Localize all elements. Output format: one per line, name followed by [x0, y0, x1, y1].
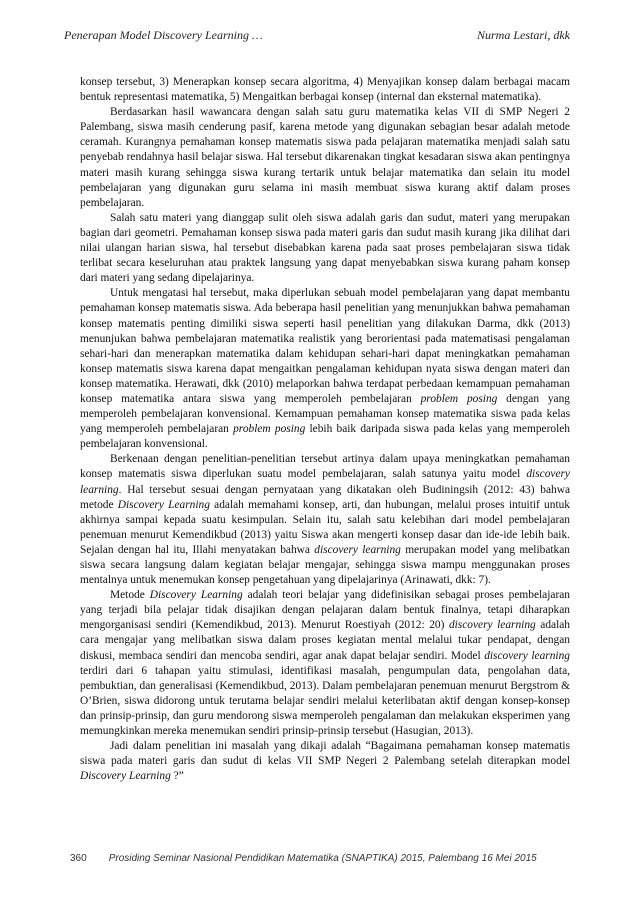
running-header [64, 28, 570, 43]
paragraph [80, 286, 570, 452]
text-run: . Hal tersebut sesuai dengan pernyataan yang dikatakan oleh Budiningsih (2012: 43) bahwa metode [80, 483, 570, 511]
text-run: Untuk mengatasi hal tersebut, maka diperlukan sebuah model pembelajaran yang dapat membantu pemahaman konsep matematis siswa. Ada beberapa hasil penelitian yang menunjukkan bahwa pemahaman konsep matematis penting dimiliki siswa seperti hasil penelitian yang dilakukan Darma, dkk (2013) menunjukan bahwa pembelajaran matematika realistik yang berorientasi pada matematisasi pengalaman sehari-hari dan menerapkan matematika dalam kehidupan sehari-hari dapat meningkatkan pemahaman konsep matematis siswa karena dapat mengaitkan pengalaman kehidupan nyata siswa dengan materi dan konsep matematika. Herawati, dkk (2010) melaporkan bahwa terdapat perbedaan kemampuan pemahaman konsep matematika antara siswa yang memperoleh pembelajaran [80, 287, 570, 405]
paragraph [80, 452, 570, 588]
text-run: terdiri dari 6 tahapan yaitu stimulasi, identifikasi masalah, pengumpulan data, pengolahan data, pembuktian, dan generalisasi (Kemendikbud, 2013). Dalam pembelajaran penemuan menurut Bergstrom & O’Brien, siswa didorong untuk terutama belajar sendiri melalui keterlibatan aktif dengan konsep-konsep dan prinsip-prinsip, dan guru mendorong siswa memperoleh pengalaman dan melakukan eksperimen yang memungkinkan mereka menemukan sendiri prinsip-prinsip tersebut (Hasugian, 2013). [80, 664, 570, 738]
header-authors: Nurma Lestari, dkk [477, 28, 570, 42]
italic-term: discovery learning [448, 619, 536, 632]
text-run: Berdasarkan hasil wawancara dengan salah satu guru matematika kelas VII di SMP Negeri 2 Palembang, siswa masih cenderung pasif, karena metode yang digunakan sebagian besar adalah metode ceramah. Kurangnya pemahaman konsep matematis siswa pada pelajaran matematika menjadi salah satu penyebab rendahnya hasil belajar siswa. Hal tersebut dikarenakan tingkat kesadaran siswa akan pentingnya materi masih kurang sehingga siswa kurang tertarik untuk belajar matematika dan selain itu model pembelajaran yang digunakan guru selama ini masih membuat siswa kurang aktif dalam proses pembelajaran. [80, 106, 570, 209]
paragraph [80, 739, 570, 784]
text-run: ?” [170, 770, 184, 783]
italic-term: problem posing [233, 423, 306, 436]
page-number: 360 [70, 853, 87, 864]
text-run: lebih baik daripada siswa pada kelas yang memperoleh pembelajaran konvensional. [80, 423, 570, 451]
text-run: adalah teori belajar yang didefinisikan sebagai proses pembelajaran yang terjadi bila pelajar tidak disajikan dengan pelajaran dalam bentuk finalnya, tetapi diharapkan mengorganisasi sendiri (Kemendikbud, 2013). Menurut Roestiyah (2012: 20) [80, 589, 570, 632]
text-run: adalah cara mengajar yang melibatkan siswa dalam proses kegiatan mental melalui tukar pendapat, dengan diskusi, membaca sendiri dan mencoba sendiri, agar anak dapat belajar sendiri. Model [80, 619, 570, 662]
text-run: dengan yang memperoleh pembelajaran konvensional. Kemampuan pemahaman konsep matematika siswa pada kelas yang memperoleh pembelajaran [80, 392, 570, 436]
header-title: Penerapan Model Discovery Learning … [64, 28, 263, 42]
page-footer [70, 853, 566, 864]
paragraph [80, 588, 570, 739]
proceedings-source: Prosiding Seminar Nasional Pendidikan Matematika (SNAPTIKA) 2015, Palembang 16 Mei 2015 [108, 853, 537, 864]
italic-term: problem posing [420, 392, 498, 405]
body-text [80, 75, 570, 784]
text-run: Salah satu materi yang dianggap sulit oleh siswa adalah garis dan sudut, materi yang merupakan bagian dari geometri. Pemahaman konsep siswa pada materi garis dan sudut masih kurang jika dilihat dari nilai ulangan harian siswa, hal tersebut disebabkan karena pada saat proses pembelajaran siswa tidak terlibat secara keseluruhan atau praktek langsung yang dapat menyebabkan siswa kurang paham konsep dari materi yang sedang dipelajarinya. [80, 211, 570, 285]
italic-term: discovery learning [314, 543, 401, 556]
italic-term: Discovery Learning [117, 498, 210, 511]
paragraph [80, 75, 570, 105]
text-run: adalah memahami konsep, arti, dan hubungan, melalui proses intuitif untuk akhirnya sampai kepada suatu kesimpulan. Selain itu, salah satu kelebihan dari model pembelajaran penemuan menurut Kemendikbud (2013) yaitu Siswa akan mengerti konsep dasar dan ide-ide lebih baik. Sejalan dengan hal itu, Illahi menyatakan bahwa [80, 498, 571, 556]
text-run: konsep tersebut, 3) Menerapkan konsep secara algoritma, 4) Menyajikan konsep dalam berbagai macam bentuk representasi matematika, 5) Mengaitkan berbagai konsep (internal dan eksternal matematika). [80, 76, 570, 104]
text-run: merupakan model yang melibatkan siswa secara langsung dalam kegiatan belajar mengajar, sehingga siswa mampu menggunakan proses mentalnya untuk menemukan konsep pengetahuan yang dipelajarinya (Arinawati, dkk: 7). [80, 543, 571, 587]
text-run: Berkenaan dengan penelitian-penelitian tersebut artinya dalam upaya meningkatkan pemahaman konsep matematis siswa diperlukan suatu model pembelajaran, salah satunya yaitu model [80, 453, 570, 481]
text-run: Jadi dalam penelitian ini masalah yang dikaji adalah “Bagaimana pemahaman konsep matematis siswa pada materi garis dan sudut di kelas VII SMP Negeri 2 Palembang setelah diterapkan model [80, 740, 570, 768]
paragraph [80, 105, 570, 211]
italic-term: discovery learning [484, 649, 570, 662]
italic-term: Discovery Learning [80, 770, 171, 783]
italic-term: discovery learning [80, 468, 570, 496]
italic-term: Discovery Learning [149, 589, 243, 602]
paragraph [80, 211, 570, 286]
text-run: Metode [110, 589, 150, 602]
